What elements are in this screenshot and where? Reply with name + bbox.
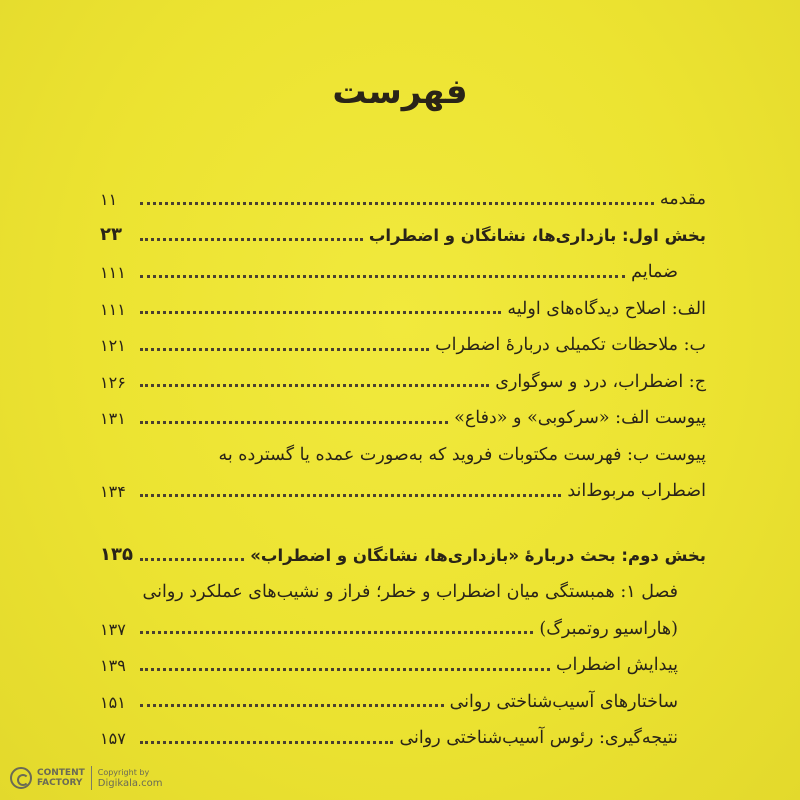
toc-entry-appendix-be [100,325,706,362]
dot-leader [140,421,448,424]
brand-name-bottom: FACTORY [37,778,83,788]
toc-entry-text: ساختارهای آسیب‌شناختی روانی [449,691,678,712]
toc-page-number: ۱۳۱ [100,409,126,429]
toc-entry-text: ب: ملاحظات تکمیلی دربارهٔ اضطراب [435,335,706,356]
toc-entry-text: پیدایش اضطراب [555,655,678,676]
toc-entry-structures [100,682,706,719]
toc-page-number: ۱۱ [100,190,118,210]
toc-entry-text: پیوست ب: فهرست مکتوبات فروید که به‌صورت عمده یا گسترده به [218,444,706,465]
toc-entry-supplement-be [100,435,706,472]
toc-entry-text: بخش اول: بازداری‌ها، نشانگان و اضطراب [368,226,706,246]
copyright-label: Copyright by [97,768,150,777]
toc-entry-text: ج: اضطراب، درد و سوگواری [495,371,706,392]
page-title: فهرست [332,72,468,112]
dot-leader [140,238,363,241]
dot-leader [140,631,533,634]
dot-leader [140,384,489,387]
toc-entry-introduction [100,179,706,216]
toc-page-number: ۱۳۴ [100,482,126,502]
toc-entry-supplement-alef [100,398,706,435]
brand-name [37,768,85,788]
toc-entry-text: اضطراب مربوط‌اند [567,481,706,502]
toc-entry-text: بخش دوم: بحث دربارهٔ «بازداری‌ها، نشانگان و اضطراب» [250,546,706,566]
toc-entry-appendices [100,252,706,289]
toc-page-number: ۱۱۱ [100,299,126,319]
toc-entry-text: فصل ۱: همبستگی میان اضطراب و خطر؛ فراز و نشیب‌های عملکرد روانی [142,582,678,603]
content-factory-logo-icon [10,767,32,789]
toc-entry-part-one [100,216,706,253]
toc-entry-emergence [100,645,706,682]
copyright-credit [98,767,163,789]
watermark-logo [10,764,163,792]
toc-page-number: ۲۳ [100,224,122,246]
dot-leader [140,668,550,671]
dot-leader [140,558,244,561]
dot-leader [140,494,561,497]
toc-entry-text: نتیجه‌گیری: رئوس آسیب‌شناختی روانی [399,728,678,749]
toc-page-number: ۱۲۶ [100,372,126,392]
dot-leader [140,275,625,278]
table-of-contents [100,179,706,755]
toc-entry-text: (هاراسیو روتمبرگ) [539,618,678,639]
toc-page-number: ۱۳۵ [100,544,133,566]
toc-entry-appendix-jim [100,362,706,399]
toc-entry-text: پیوست الف: «سرکوبی» و «دفاع» [454,408,706,429]
toc-entry-supplement-be-continued [100,471,706,508]
toc-entry-text: الف: اصلاح دیدگاه‌های اولیه [507,298,706,319]
toc-entry-chapter-one [100,572,706,609]
dot-leader [140,741,393,744]
brand-name-top: CONTENT [37,768,85,778]
toc-page-number: ۱۱۱ [100,263,126,283]
copyright-site: Digikala.com [97,778,163,789]
toc-page-number: ۱۳۹ [100,656,126,676]
dot-leader [140,704,444,707]
toc-page-number: ۱۳۷ [100,619,126,639]
toc-entry-part-two [100,536,706,573]
toc-entry-text: ضمایم [631,262,678,283]
toc-entry-text: مقدمه [659,189,706,210]
toc-entry-appendix-alef [100,289,706,326]
toc-page-number: ۱۲۱ [100,336,126,356]
toc-page-number: ۱۵۷ [100,729,126,749]
dot-leader [140,202,654,205]
dot-leader [140,348,429,351]
dot-leader [140,311,501,314]
toc-entry-chapter-one-author [100,609,706,646]
toc-page-number: ۱۵۱ [100,692,126,712]
logo-divider [91,766,92,790]
toc-entry-conclusion [100,718,706,755]
